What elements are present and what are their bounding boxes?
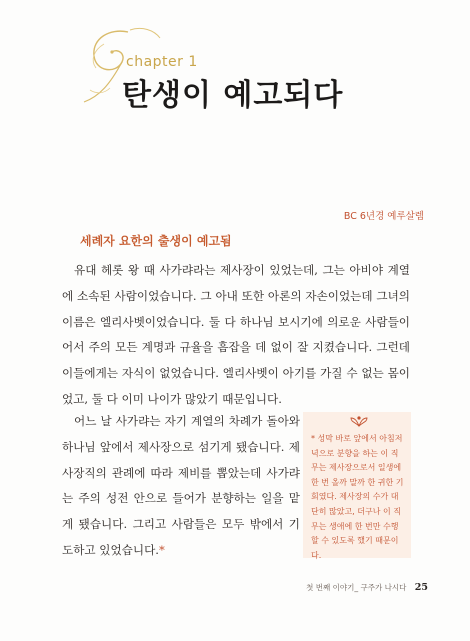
- paragraph-1-text: 유대 헤롯 왕 때 사가랴라는 제사장이 있었는데, 그는 아비야 계열에 소속된 사람이었습니다. 그 아내 또한 아론의 자손이었는데 그녀의 이름은 엘리사벳이었습니다. 둘 다 하나님 보시기에 의로운 사람들이어서 주의 모든 계명과 규율을 흠잡을 데 없이 잘 지켰습니다. 그런데 이들에게는 자식이 없었습니다. 엘리사벳이 아기를 가질 수 없는 몸이었고, 둘 다 이미 나이가 많았기 때문입니다.: [62, 263, 410, 406]
- page-footer: [306, 582, 428, 593]
- chapter-label: chapter 1: [126, 54, 198, 70]
- body-paragraph-1: [62, 258, 410, 413]
- footnote-marker: *: [158, 542, 165, 557]
- running-title: 첫 번째 이야기_ 구주가 나시다: [306, 583, 407, 592]
- paragraph-2-text: 어느 날 사가랴는 자기 계열의 차례가 돌아와 하나님 앞에서 제사장으로 섬기게 됐습니다. 제사장직의 관례에 따라 제비를 뽑았는데 사가랴는 주의 성전 안으로 들어가 분향하는 일을 맡게 됐습니다. 그리고 사람들은 모두 밖에서 기도하고 있었습니다.: [62, 414, 300, 557]
- side-note-box: [303, 412, 411, 558]
- date-location-note: BC 6년경 예루살렘: [343, 211, 424, 222]
- side-note-text: * 성막 바로 앞에서 아침저녁으로 분향을 하는 이 직무는 제사장으로서 일생에 한 번 올까 말까 한 귀한 기회였다. 제사장의 수가 대단히 많았고, 더구나 이 직무는 생애에 한 번만 수행할 수 있도록 했기 때문이다.: [311, 434, 404, 560]
- section-heading: 세례자 요한의 출생이 예고됨: [80, 234, 232, 248]
- body-paragraph-2: [62, 409, 300, 564]
- flower-ornament-icon: [349, 414, 369, 428]
- page-number: 25: [414, 582, 428, 593]
- chapter-title: 탄생이 예고되다: [122, 78, 344, 113]
